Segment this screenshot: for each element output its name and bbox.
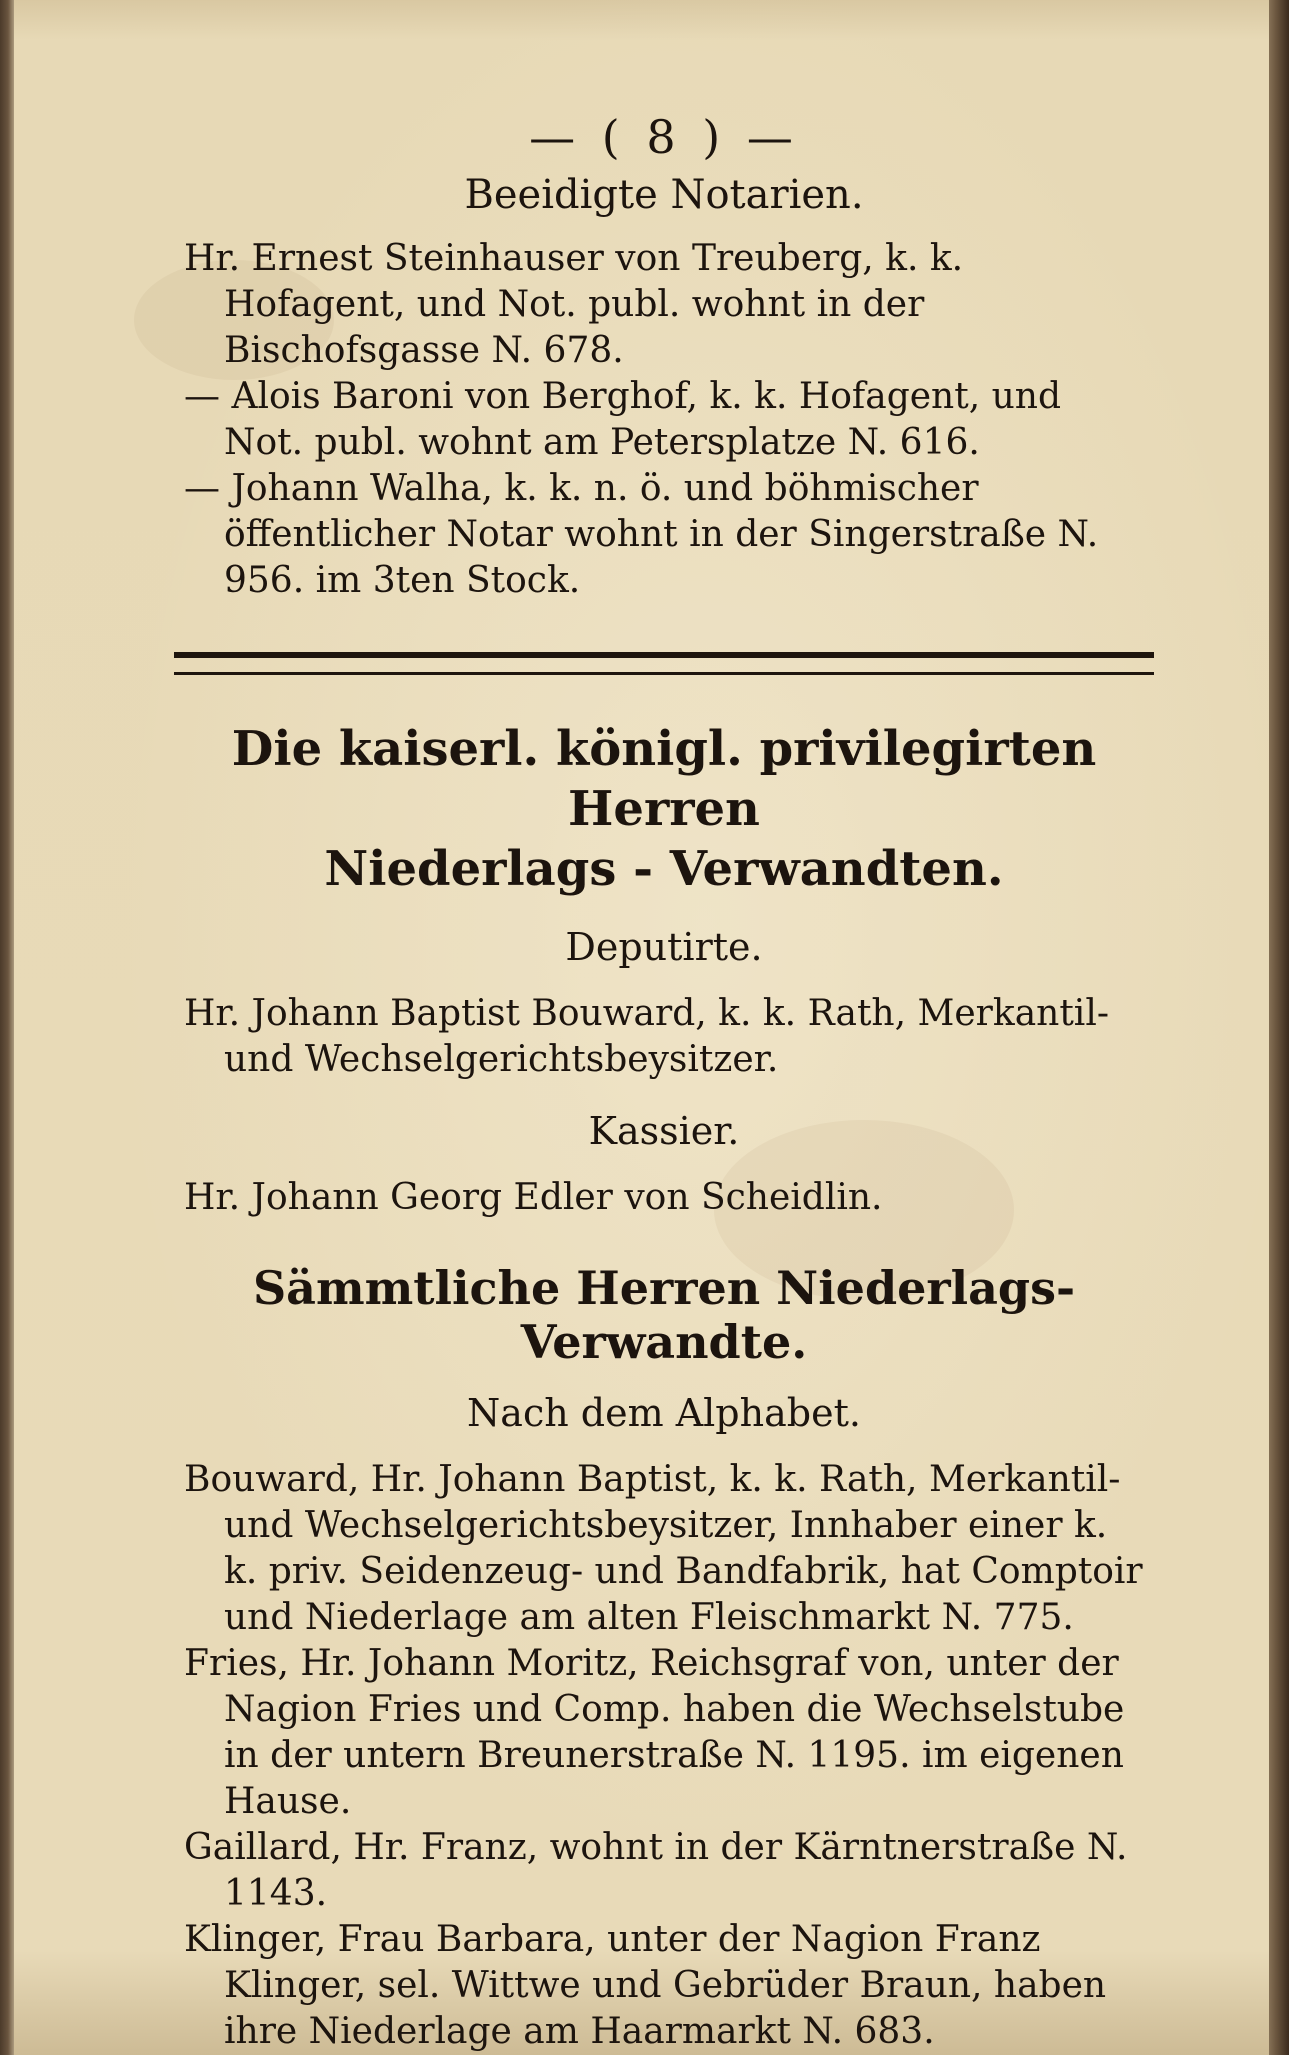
cashier-entry: Hr. Johann Georg Edler von Scheidlin. — [184, 1177, 883, 1218]
deputies-heading: Deputirte. — [565, 925, 763, 969]
page — [14, 0, 1269, 2055]
member-entry: Klinger, Frau Barbara, unter der Nagion Franz Klinger, sel. Wittwe und Gebrüder Braun, haben ihre Niederlage am Haarmarkt N. 683. — [184, 1919, 1107, 2052]
members-title: Sämmtliche Herren Niederlags-Verwandte. — [252, 1261, 1076, 1369]
double-rule-divider — [174, 652, 1154, 675]
section-title-line1: Die kaiserl. königl. privilegirten Herren — [231, 721, 1097, 837]
notary-entry: Hr. Ernest Steinhauser von Treuberg, k. k. Hofagent, und Not. publ. wohnt in der Bischofsgasse N. 678. — [184, 238, 964, 371]
page-content — [184, 110, 1144, 2055]
member-entry: Fries, Hr. Johann Moritz, Reichsgraf von, unter der Nagion Fries und Comp. haben die Wechselstube in der untern Breunerstraße N. 1195. im eigenen Hause. — [184, 1643, 1125, 1822]
member-entry: Gaillard, Hr. Franz, wohnt in der Kärntnerstraße N. 1143. — [184, 1827, 1128, 1914]
notary-entry: — Alois Baroni von Berghof, k. k. Hofagent, und Not. publ. wohnt am Petersplatze N. 616. — [184, 376, 1062, 463]
members-subtitle: Nach dem Alphabet. — [467, 1391, 861, 1435]
section-title-line2: Niederlags - Verwandten. — [324, 841, 1004, 897]
cashier-heading: Kassier. — [588, 1109, 740, 1153]
notary-entry: — Johann Walha, k. k. n. ö. und böhmischer öffentlicher Notar wohnt in der Singerstraße N. 956. im 3ten Stock. — [184, 468, 1099, 601]
page-number: — ( 8 ) — — [529, 110, 799, 164]
deputy-entry: Hr. Johann Baptist Bouward, k. k. Rath, Merkantil- und Wechselgerichtsbeysitzer. — [184, 993, 1109, 1080]
section-heading-notaries: Beeidigte Notarien. — [464, 172, 864, 218]
member-entry: Bouward, Hr. Johann Baptist, k. k. Rath, Merkantil- und Wechselgerichtsbeysitzer, Innhaber einer k. k. priv. Seidenzeug- und Bandfabrik, hat Comptoir und Niederlage am alten Fleischmarkt N. 775. — [184, 1459, 1143, 1638]
